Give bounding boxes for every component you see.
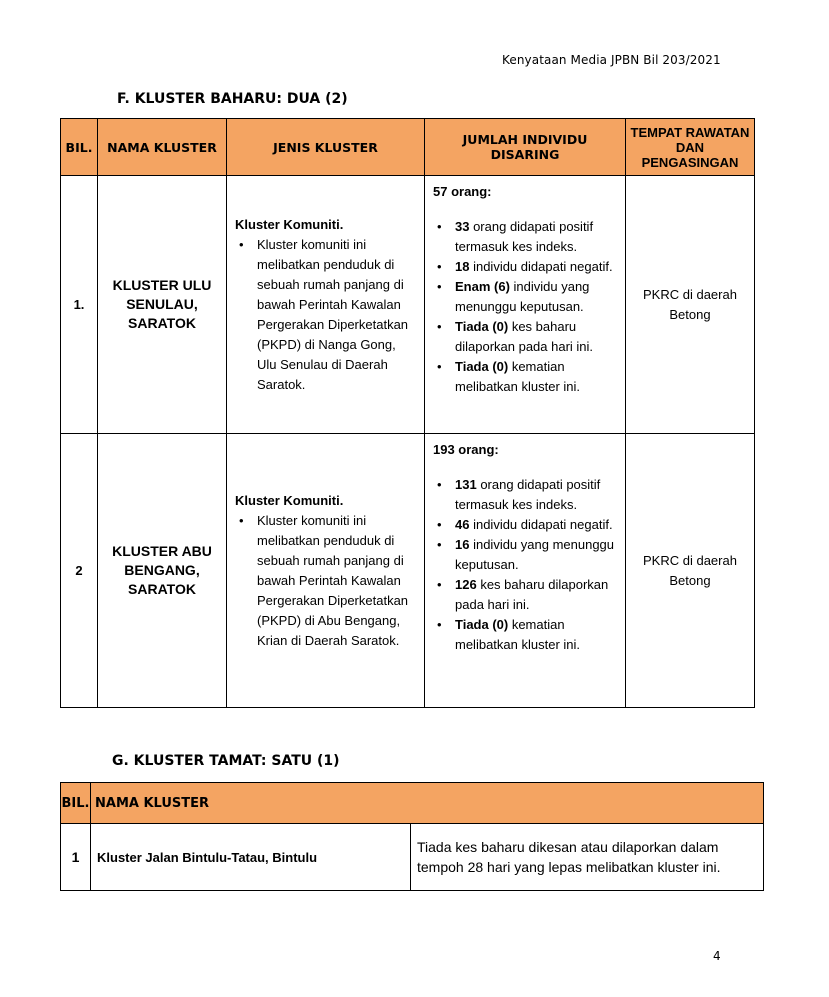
col-header-bil: BIL. [61,119,98,176]
row-bil: 2 [61,434,98,708]
col-header-nama-kluster: NAMA KLUSTER [98,119,227,176]
row-bil: 1. [61,176,98,434]
cluster-type-cell [227,434,425,708]
list-item: • 46 individu didapati negatif. [455,515,619,535]
table-row [61,176,755,434]
cluster-name: KLUSTER ULU SENULAU, SARATOK [98,176,227,434]
cluster-type-title: Kluster Komuniti. [235,492,344,508]
cluster-type-description: • Kluster komuniti ini melibatkan penduduk di sebuah rumah panjang di bawah Perintah Kawalan Pergerakan Diperketatkan (PKPD) di Abu Bengang, Krian di Daerah Saratok. [257,511,418,651]
screened-count: 193 orang: [433,442,499,457]
cluster-type-cell [227,176,425,434]
document-reference: Kenyataan Media JPBN Bil 203/2021 [502,53,721,67]
col-header-nama-kluster: NAMA KLUSTER [91,783,764,824]
col-header-bil: BIL. [61,783,91,824]
table-row [61,434,755,708]
cluster-end-note: Tiada kes baharu dikesan atau dilaporkan dalam tempoh 28 hari yang lepas melibatkan kluster ini. [411,824,764,891]
list-item: • 18 individu didapati negatif. [455,257,619,277]
screening-cell [425,434,626,708]
cluster-name: KLUSTER ABU BENGANG, SARATOK [98,434,227,708]
list-item: • Tiada (0) kematian melibatkan kluster ini. [455,615,619,655]
list-item: • Tiada (0) kematian melibatkan kluster ini. [455,357,619,397]
section-g-title: G. KLUSTER TAMAT: SATU (1) [112,753,340,769]
list-item: • 126 kes baharu dilaporkan pada hari ini. [455,575,619,615]
list-item: • Enam (6) individu yang menunggu keputusan. [455,277,619,317]
row-bil: 1 [61,824,91,891]
col-header-jenis-kluster: JENIS KLUSTER [227,119,425,176]
screening-cell [425,176,626,434]
list-item: • 16 individu yang menunggu keputusan. [455,535,619,575]
cluster-type-description: • Kluster komuniti ini melibatkan penduduk di sebuah rumah panjang di bawah Perintah Kawalan Pergerakan Diperketatkan (PKPD) di Nanga Gong, Ulu Senulau di Daerah Saratok. [257,235,418,395]
ended-clusters-table [60,782,764,891]
cluster-name: Kluster Jalan Bintulu-Tatau, Bintulu [91,824,411,891]
screened-count: 57 orang: [433,184,492,199]
new-clusters-table [60,118,755,708]
section-f-title: F. KLUSTER BAHARU: DUA (2) [117,91,348,107]
table-row [61,824,764,891]
page-number: 4 [713,949,721,963]
col-header-jumlah-individu: JUMLAH INDIVIDU DISARING [425,119,626,176]
list-item: • 131 orang didapati positif termasuk kes indeks. [455,475,619,515]
list-item: • Tiada (0) kes baharu dilaporkan pada hari ini. [455,317,619,357]
list-item: • 33 orang didapati positif termasuk kes indeks. [455,217,619,257]
table-header-row [61,119,755,176]
treatment-location: PKRC di daerah Betong [626,434,755,708]
table-header-row [61,783,764,824]
treatment-location: PKRC di daerah Betong [626,176,755,434]
cluster-type-title: Kluster Komuniti. [235,216,344,232]
col-header-tempat-rawatan: TEMPAT RAWATAN DAN PENGASINGAN [626,119,755,176]
